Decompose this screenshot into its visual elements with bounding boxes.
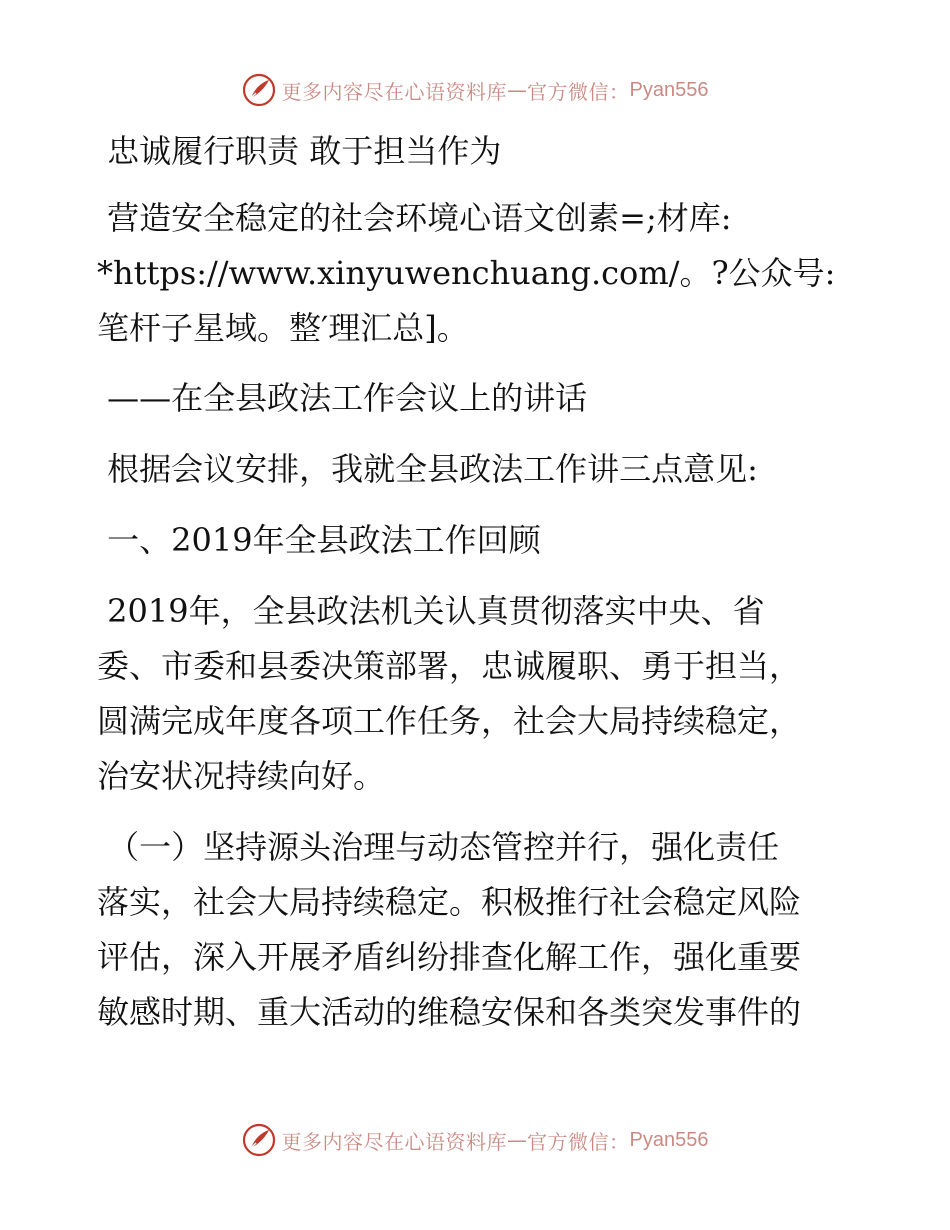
footer-watermark-banner xyxy=(0,1120,950,1160)
banner-text: 更多内容尽在心语资料库 xyxy=(281,79,508,104)
source-note: 营造安全稳定的社会环境心语文创素=;材库: *https://www.xinyuwenchuang.com/。?公众号: 笔杆子星域。整′理汇总]。 xyxy=(97,199,836,347)
section-heading-1: 一、2019年全县政法工作回顾 xyxy=(97,521,541,559)
quill-logo-icon xyxy=(242,73,276,107)
banner-dash: — xyxy=(507,1128,528,1152)
body-paragraph-2: （一）坚持源头治理与动态管控并行，强化责任 落实，社会大局持续稳定。积极推行社会稳定风险 评估，深入开展矛盾纠纷排查化解工作，强化重要 敏感时期、重大活动的维稳安保和各类突发事件的 xyxy=(97,828,802,1031)
banner-official-label: 官方微信： xyxy=(527,1129,630,1154)
quill-logo-icon xyxy=(242,1123,276,1157)
document-body xyxy=(97,118,857,1040)
document-subtitle: ——在全县政法工作会议上的讲话 xyxy=(97,379,588,417)
banner-handle: Pyan556 xyxy=(629,78,709,101)
document-title: 忠诚履行职责 敢于担当作为 xyxy=(97,132,502,170)
body-paragraph-1: 2019年，全县政法机关认真贯彻落实中央、省 委、市委和县委决策部署，忠诚履职、勇于担当， 圆满完成年度各项工作任务，社会大局持续稳定， 治安状况持续向好。 xyxy=(97,592,802,795)
banner-text: 更多内容尽在心语资料库 xyxy=(281,1129,508,1154)
header-watermark-banner xyxy=(0,70,950,110)
banner-dash: — xyxy=(507,78,528,102)
banner-handle: Pyan556 xyxy=(629,1128,709,1151)
banner-official-label: 官方微信： xyxy=(527,79,630,104)
intro-paragraph: 根据会议安排，我就全县政法工作讲三点意见: xyxy=(97,450,758,488)
